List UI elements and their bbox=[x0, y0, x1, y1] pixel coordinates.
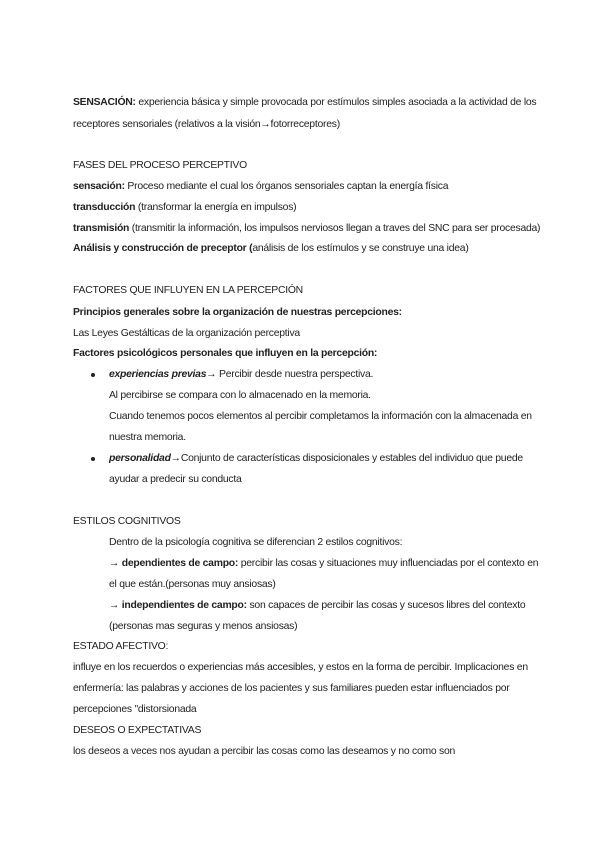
estilos-intro: Dentro de la psicología cognitiva se diferencian 2 estilos cognitivos: bbox=[109, 537, 403, 548]
fase-term: transducción bbox=[73, 202, 136, 213]
bullet-term: personalidad bbox=[109, 453, 171, 464]
fase-item bbox=[73, 222, 540, 236]
dependientes-term: dependientes de campo: bbox=[121, 558, 239, 569]
sensacion-definition: experiencia básica y simple provocada por estímulos simples asociada a la actividad de los bbox=[135, 97, 537, 108]
bullet-item bbox=[109, 452, 523, 466]
sensacion-definition-cont: receptores sensoriales (relativos a la visión→fotorreceptores) bbox=[73, 119, 340, 130]
dependientes-text-cont: el que están.(personas muy ansiosas) bbox=[109, 579, 276, 590]
sensacion-term: SENSACIÓN: bbox=[73, 97, 136, 108]
bullet-item bbox=[109, 368, 373, 382]
fase-item bbox=[73, 180, 448, 194]
bullet-text-cont: nuestra memoria. bbox=[109, 432, 186, 443]
bullet-text: → Percibir desde nuestra perspectiva. bbox=[206, 369, 374, 380]
bullet-term: experiencias previas bbox=[109, 369, 207, 380]
sensacion-paragraph bbox=[73, 96, 536, 110]
fase-term: Análisis y construcción de preceptor ( bbox=[73, 243, 253, 254]
bullet-text-cont: ayudar a predecir su conducta bbox=[109, 474, 242, 485]
estado-text: percepciones "distorsionada bbox=[73, 704, 197, 715]
bullet-text-cont: Cuando tenemos pocos elementos al percibir completamos la información con la almacenada en bbox=[109, 411, 532, 422]
deseos-heading: DESEOS O EXPECTATIVAS bbox=[73, 725, 202, 736]
bullet-dot bbox=[91, 457, 95, 461]
dependientes-text: percibir las cosas y situaciones muy influenciadas por el contexto en bbox=[238, 558, 539, 569]
fase-term: sensación: bbox=[73, 181, 125, 192]
independientes-text: son capaces de percibir las cosas y sucesos libres del contexto bbox=[246, 600, 526, 611]
estado-heading: ESTADO AFECTIVO: bbox=[73, 641, 169, 652]
estado-text: influye en los recuerdos o experiencias más accesibles, y estos en la forma de percibir. Implicaciones en bbox=[73, 662, 528, 673]
independientes-line bbox=[109, 599, 525, 613]
estado-text: enfermería: las palabras y acciones de los pacientes y sus familiares pueden estar influenciados por bbox=[73, 683, 510, 694]
bullet-text: →Conjunto de características disposicionales y estables del individuo que puede bbox=[170, 453, 523, 464]
leyes-line: Las Leyes Gestálticas de la organización perceptiva bbox=[73, 328, 300, 339]
factores-heading: FACTORES QUE INFLUYEN EN LA PERCEPCIÓN bbox=[73, 285, 303, 296]
fase-text: (transformar la energía en impulsos) bbox=[135, 202, 297, 213]
fases-heading: FASES DEL PROCESO PERCEPTIVO bbox=[73, 160, 247, 171]
estilos-heading: ESTILOS COGNITIVOS bbox=[73, 516, 181, 527]
independientes-term: independientes de campo: bbox=[121, 600, 247, 611]
fase-text: análisis de los estímulos y se construye una idea) bbox=[252, 243, 469, 254]
fase-item bbox=[73, 201, 296, 215]
fase-item bbox=[73, 242, 469, 256]
arrow: → bbox=[109, 600, 122, 611]
bullet-dot bbox=[91, 373, 95, 377]
bullet-text-cont: Al percibirse se compara con lo almacenado en la memoria. bbox=[109, 390, 371, 401]
psicologicos-line: Factores psicológicos personales que influyen en la percepción: bbox=[73, 348, 378, 359]
dependientes-line bbox=[109, 557, 538, 571]
deseos-text: los deseos a veces nos ayudan a percibir las cosas como las deseamos y no como son bbox=[73, 746, 456, 757]
independientes-text-cont: (personas mas seguras y menos ansiosas) bbox=[109, 621, 298, 632]
fase-term: transmisión bbox=[73, 223, 130, 234]
arrow: → bbox=[109, 558, 122, 569]
fase-text: (transmitir la información, los impulsos nerviosos llegan a traves del SNC para ser procesada) bbox=[129, 223, 541, 234]
fase-text: Proceso mediante el cual los órganos sensoriales captan la energía física bbox=[124, 181, 449, 192]
principios-line: Principios generales sobre la organización de nuestras percepciones: bbox=[73, 307, 402, 318]
